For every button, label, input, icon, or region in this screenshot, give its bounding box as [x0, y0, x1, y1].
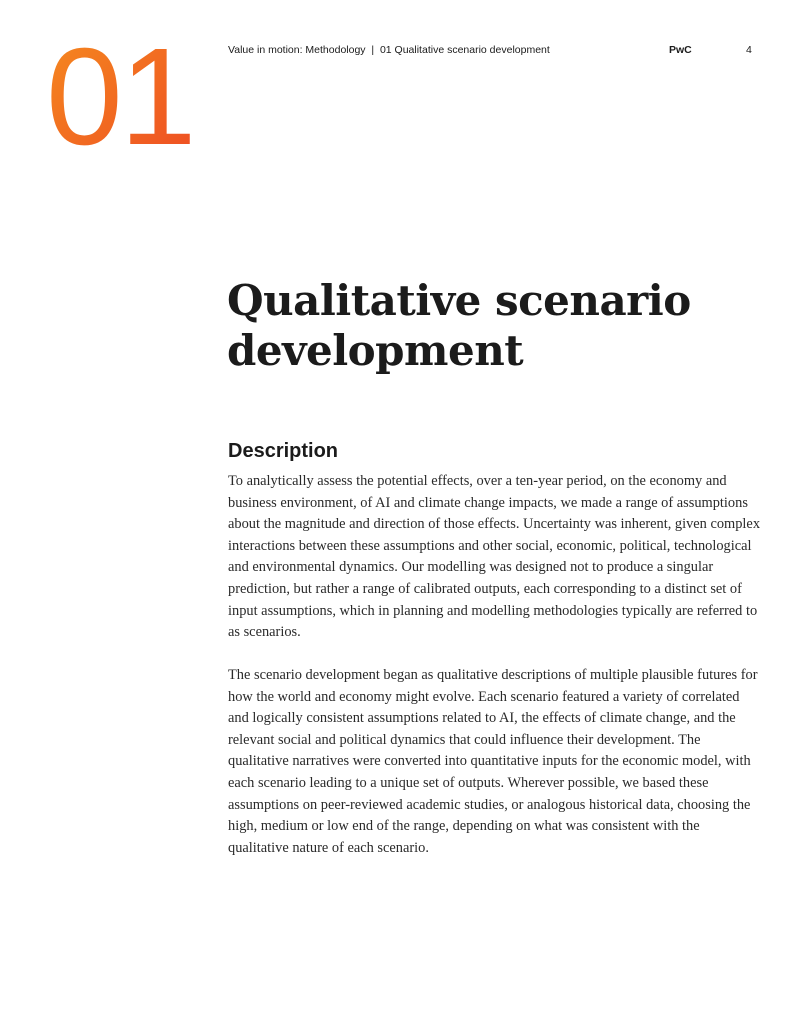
breadcrumb: Value in motion: Methodology | 01 Qualitative scenario development — [228, 44, 550, 56]
body-paragraph: To analytically assess the potential effects, over a ten-year period, on the economy and business environment, of AI and climate change impacts, we made a range of assumptions about the magnitude and direction of those effects. Uncertainty was inherent, given complex interactions between these assumptions and other social, economic, political, technological and environmental dynamics. Our modelling was designed not to produce a singular prediction, but rather a range of calibrated outputs, each corresponding to a distinct set of input assumptions, which in planning and modelling methodologies typically are referred to as scenarios. — [228, 473, 761, 641]
brand-name: PwC — [669, 44, 692, 56]
page-number: 4 — [746, 44, 752, 56]
page-title: Qualitative scenario development — [227, 276, 691, 375]
chapter-number: 01 — [46, 20, 194, 174]
body-paragraph: The scenario development began as qualitative descriptions of multiple plausible futures for how the world and economy might evolve. Each scenario featured a variety of correlated and logically consistent assumptions related to AI, the effects of climate change, and the relevant social and political dynamics that could influence their development. The qualitative narratives were converted into quantitative inputs for the economic model, with each scenario leading to a unique set of outputs. Wherever possible, we based these assumptions on peer-reviewed academic studies, or analogous historical data, choosing the high, medium or low end of the range, depending on what was consistent with the qualitative nature of each scenario. — [228, 667, 758, 856]
section-heading: Description — [228, 440, 339, 462]
